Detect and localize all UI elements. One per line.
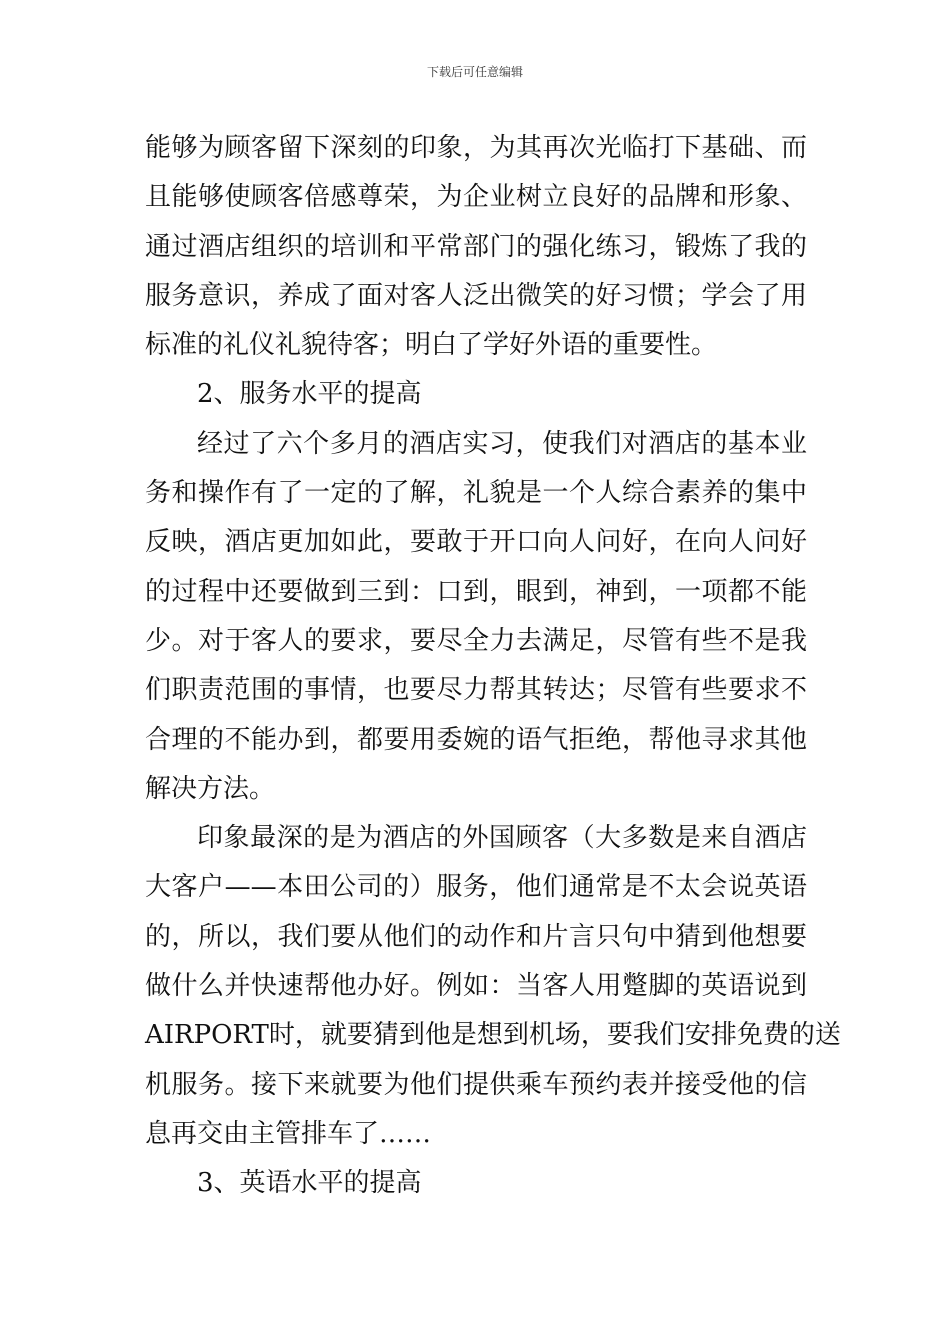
text-line: 通过酒店组织的培训和平常部门的强化练习，锻炼了我的 — [145, 231, 807, 262]
paragraph-3 — [145, 814, 841, 1159]
paragraph-2 — [145, 420, 807, 814]
text-line: 大客户——本田公司的）服务，他们通常是不太会说英语 — [145, 872, 807, 903]
text-line: 且能够使顾客倍感尊荣，为企业树立良好的品牌和形象、 — [145, 182, 807, 213]
section-heading-2: 2、服务水平的提高 — [197, 379, 422, 410]
text-line: 合理的不能办到，都要用委婉的语气拒绝，帮他寻求其他 — [145, 724, 807, 755]
text-line: 印象最深的是为酒店的外国顾客（大多数是来自酒店 — [197, 823, 807, 854]
section-heading-3: 3、英语水平的提高 — [197, 1168, 422, 1199]
text-line: 标准的礼仪礼貌待客；明白了学好外语的重要性。 — [145, 330, 718, 361]
paragraph-1 — [145, 124, 807, 370]
text-line: 机服务。接下来就要为他们提供乘车预约表并接受他的信 — [145, 1069, 807, 1100]
text-line: 能够为顾客留下深刻的印象，为其再次光临打下基础、而 — [145, 133, 807, 163]
text-line: AIRPORT时，就要猜到他是想到机场，要我们安排免费的送 — [145, 1020, 841, 1051]
text-line: 做什么并快速帮他办好。例如：当客人用蹩脚的英语说到 — [145, 971, 807, 1002]
document-body — [145, 124, 841, 1209]
text-line: 的，所以，我们要从他们的动作和片言只句中猜到他想要 — [145, 921, 807, 952]
text-line: 们职责范围的事情，也要尽力帮其转达；尽管有些要求不 — [145, 675, 807, 706]
text-line: 的过程中还要做到三到：口到，眼到，神到，一项都不能 — [145, 576, 807, 607]
page-header: 下载后可任意编辑 — [426, 65, 523, 79]
text-line: 经过了六个多月的酒店实习，使我们对酒店的基本业 — [197, 428, 807, 459]
text-line: 反映，酒店更加如此，要敢于开口向人问好，在向人问好 — [145, 527, 807, 558]
text-line: 少。对于客人的要求，要尽全力去满足，尽管有些不是我 — [145, 625, 807, 656]
text-line: 服务意识，养成了面对客人泛出微笑的好习惯；学会了用 — [145, 280, 807, 311]
text-line: 务和操作有了一定的了解，礼貌是一个人综合素养的集中 — [145, 478, 807, 509]
text-line: 息再交由主管排车了…… — [145, 1118, 432, 1149]
text-line: 解决方法。 — [145, 773, 276, 804]
